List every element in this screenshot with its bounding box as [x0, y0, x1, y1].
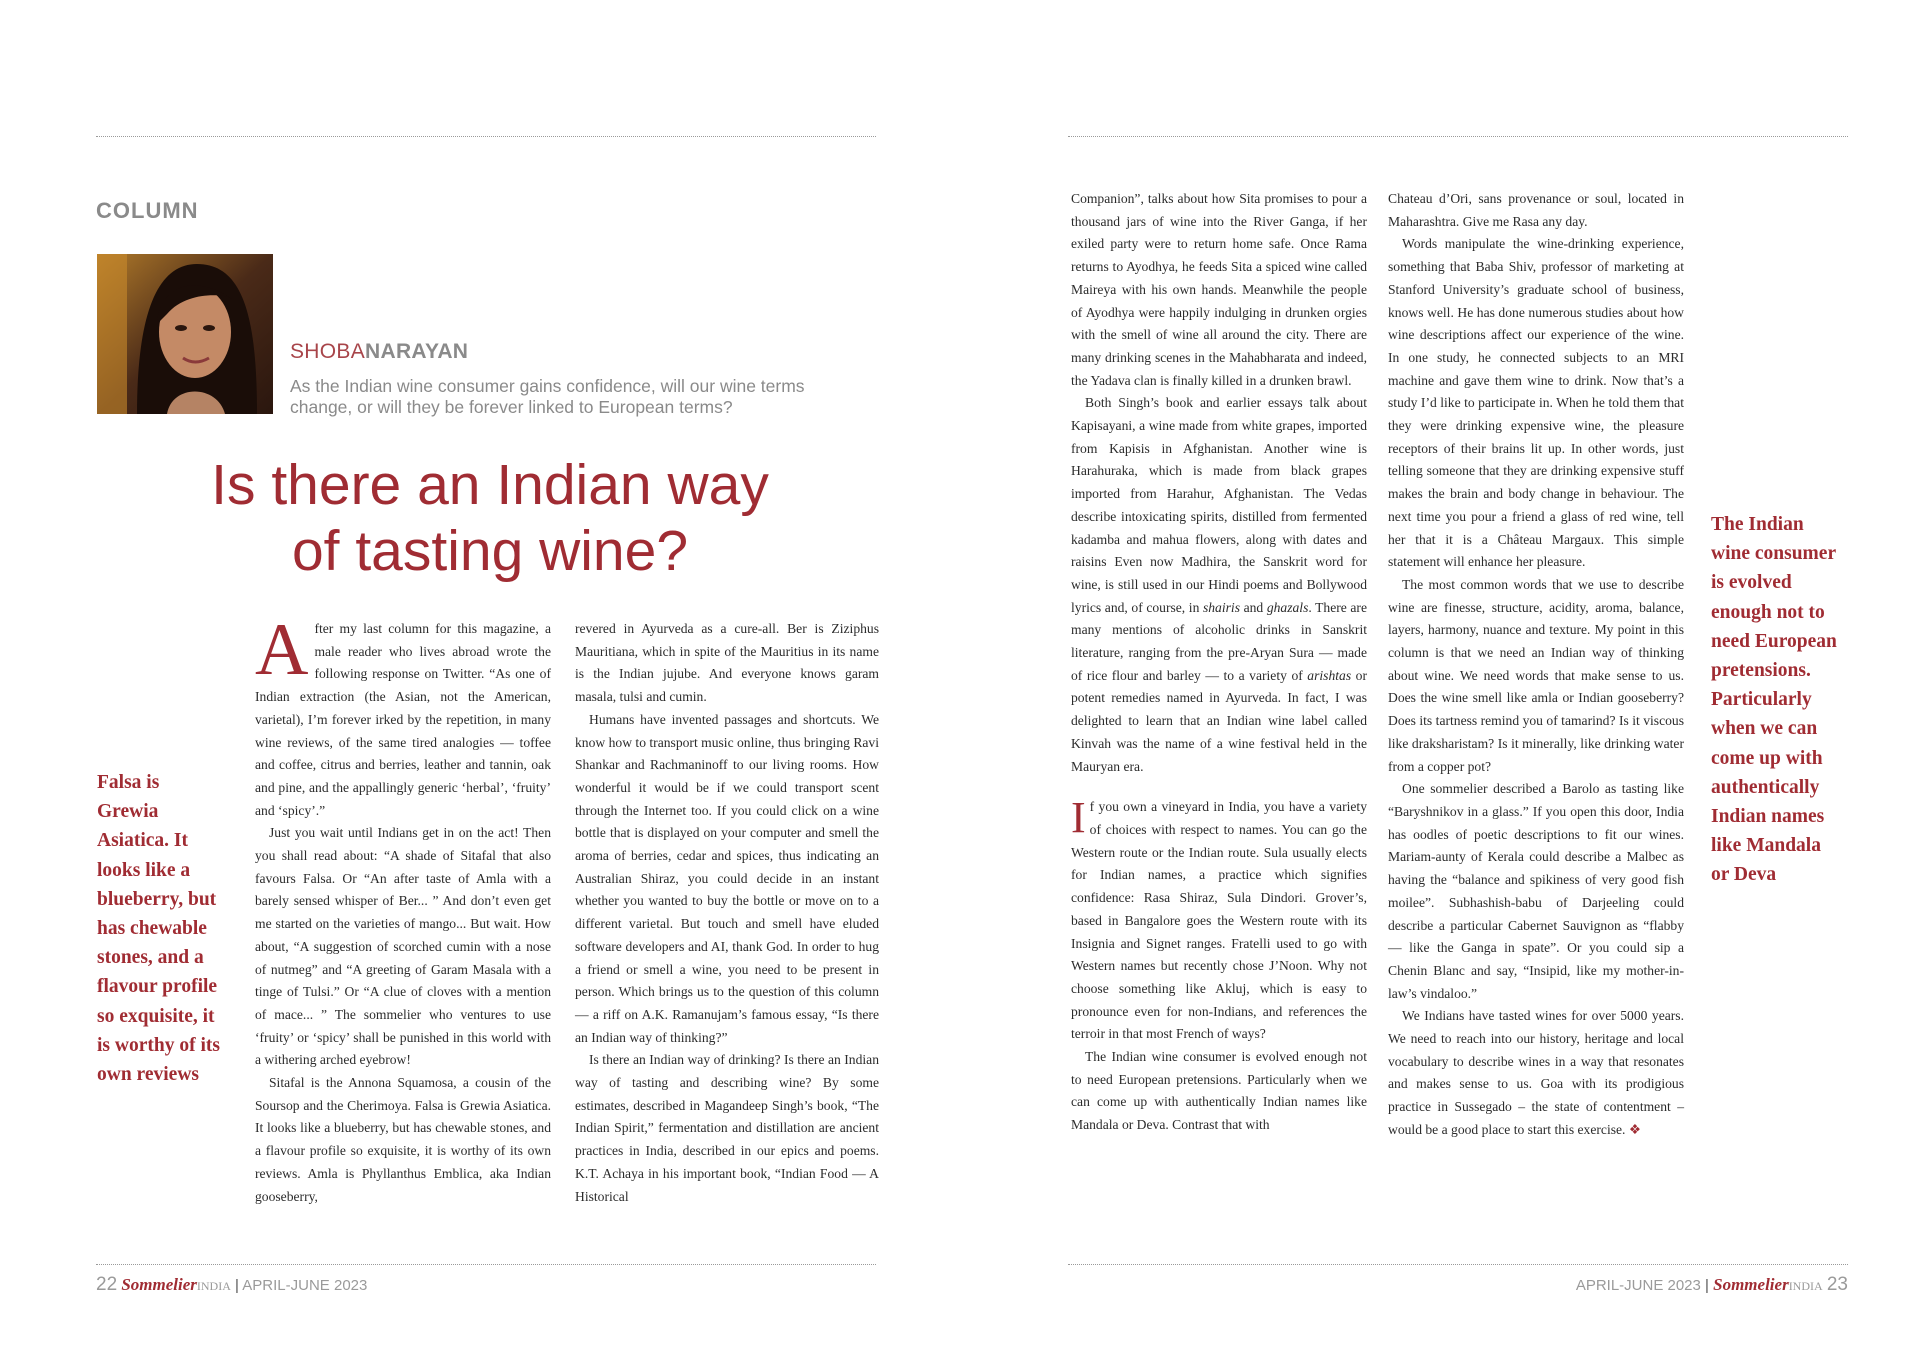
pullquote-line: own reviews — [97, 1064, 200, 1086]
paragraph: Sitafal is the Annona Squamosa, a cousin of the Soursop and the Cherimoya. Falsa is Grewia Asiatica. It looks like a blueberry, but has chewable stones, and a flavour profile so exquisite, it is worthy of its own reviews. Amla is Phyllanthus Emblica, aka Indian gooseberry, — [255, 1075, 551, 1204]
end-mark-icon: ❖ — [1628, 1121, 1642, 1137]
pullquote-line: when we can — [1711, 718, 1818, 740]
dropcap: A — [255, 609, 309, 691]
paragraph: Companion”, talks about how Sita promises to pour a thousand jars of wine into the River Ganga, if her exiled party were to return home safe. Once Rama returns to Ayodhya, he feeds Sita a spiced wine called Maireya with his own hands. Meanwhile the people of Ayodhya were happily indulging in drunken orgies with the smell of wine all around the city. There are many drinking scenes in the Mahabharata and indeed, the Yadava clan is finally killed in a drunken brawl. — [1071, 191, 1367, 388]
separator: | — [1705, 1277, 1709, 1294]
paragraph: Words manipulate the wine-drinking experience, something that Baba Shiv, professor of marketing at Stanford University’s graduate school of business, knows well. He has done numerous studies about how wine descriptions affect our experience of the wine. In one study, he connected subjects to an MRI machine and gave them wine to drink. Now that’s a study I’d like to participate in. When he told them that they were drinking expensive wine, the pleasure receptors of their brains lit up. In other words, just telling someone that they are drinking expensive stuff makes the brain and body change in behaviour. The next time you pour a friend a glass of red wine, tell her that it is a Château Margaux. This simple statement will enhance her pleasure. — [1388, 236, 1684, 570]
paragraph: Both Singh’s book and earlier essays talk about Kapisayani, a wine made from white grapes, imported from Kapisis in Afghanistan. Another wine is Harahuraka, which is made from black grapes imported from Harahur, Afghanistan. The Vedas describe intoxicating spirits, distilled from fermented kadamba and mahua flowers, along with dates and raisins Even now Madhira, the Sanskrit word for wine, is still used in our Hindi poems and Bollywood lyrics and, of course, in shairis and ghazals. There are many mentions of alcoholic drinks in Sanskrit literature, ranging from the pre-Aryan Sura — made of rice flour and barley — to a variety of arishtas or potent remedies named in Ayurveda. In fact, I was delighted to learn that an Indian wine label called Kinvah was the name of a wine festival held in the Mauryan era. — [1071, 395, 1367, 774]
pullquote-right — [1711, 510, 1881, 890]
paragraph: The most common words that we use to describe wine are finesse, structure, acidity, aroma, balance, layers, harmony, nuance and texture. My point in this column is that we need an Indian way of thinking about wine. We need words that make sense to us. Does the wine smell like amla or Indian gooseberry? Does its tartness remind you of tamarind? Is it viscous like draksharistam? Is it minerally, like drinking water from a copper pot? — [1388, 576, 1684, 774]
paragraph: Is there an Indian way of drinking? Is there an Indian way of tasting and describing wine? By some estimates, described in Magandeep Singh’s book, “The Indian Spirit,” fermentation and distillation are ancient practices in India, described in our epics and poems. K.T. Achaya in his important book, “Indian Food — A Historical — [575, 1052, 879, 1204]
pullquote-line: authentically — [1711, 776, 1820, 798]
article-column-1 — [255, 609, 551, 1208]
author-photo — [97, 254, 273, 414]
separator: | — [235, 1277, 239, 1294]
article-column-2 — [575, 618, 879, 1208]
article-column-4 — [1388, 188, 1684, 1142]
pullquote-line: flavour profile — [97, 976, 218, 998]
pullquote-line: is evolved — [1711, 572, 1792, 594]
headline — [190, 452, 790, 584]
issue-date: APRIL-JUNE 2023 — [242, 1277, 368, 1294]
pullquote-line: Indian names — [1711, 806, 1825, 828]
page-number-right: 23 — [1826, 1274, 1848, 1295]
brand-name: Sommelier — [1713, 1275, 1789, 1294]
paragraph: Chateau d’Ori, sans provenance or soul, located in Maharashtra. Give me Rasa any day. — [1388, 191, 1684, 229]
paragraph: If you own a vineyard in India, you have a variety of choices with respect to names. You can go the Western route or the Indian route. Sula usually elects for Indian names, a practice which signifies confidence: Rasa Shiraz, Sula Dindori. Grover’s, based in Bangalore goes the Western route with its Insignia and Signet ranges. Fratelli used to go with Western names but recently chose J’Noon. Why not choose something like Akluj, which is easy to pronounce even for non-Indians, and references the terroir in that most French of ways? — [1071, 793, 1367, 1042]
paragraph: Just you wait until Indians get in on the act! Then you shall read about: “A shade of Sitafal that also favours Falsa. Or “An after taste of Amla with a barely sensed whisper of Ber... ” And don’t even get me started on the varieties of mango... But wait. How about, “A suggestion of scorched cumin with a nose of nutmeg” and “A greeting of Garam Masala with a tinge of Tulsi.” Or “A clue of cloves with a mention of mace... ” The sommelier who ventures to use ‘fruity’ or ‘spicy’ shall be punished in this world with a withering arched eyebrow! — [255, 825, 551, 1068]
headline-line-2: of tasting wine? — [291, 519, 689, 583]
page-number-left: 22 — [96, 1274, 118, 1295]
pullquote-line: enough not to — [1711, 601, 1825, 623]
brand-suffix: INDIA — [196, 1279, 231, 1293]
pullquote-line: like Mandala — [1711, 835, 1821, 857]
paragraph: The Indian wine consumer is evolved enough not to need European pretensions. Particularly when we can come up with authentically Indian names like Mandala or Deva. Contrast that with — [1071, 1049, 1367, 1133]
bottom-rule-right — [1068, 1264, 1848, 1265]
article-column-3 — [1071, 188, 1367, 1137]
pullquote-line: wine consumer — [1711, 543, 1837, 565]
pullquote-line: blueberry, but — [97, 888, 217, 910]
pullquote-line: Falsa is — [97, 772, 160, 793]
pullquote-line: Particularly — [1711, 689, 1812, 711]
pullquote-line: Grewia — [97, 801, 159, 823]
pullquote-line: come up with — [1711, 747, 1823, 769]
pullquote-line: so exquisite, it — [97, 1005, 215, 1027]
brand-name: Sommelier — [121, 1275, 197, 1294]
author-byline — [290, 340, 468, 364]
author-first-name: SHOBA — [290, 340, 366, 363]
author-last-name: NARAYAN — [365, 340, 469, 363]
paragraph: Humans have invented passages and shortcuts. We know how to transport music online, thus bringing Ravi Shankar and Rachmaninoff to our living rooms. How wonderful it would be if we could transport scent through the Internet too. If you could click on a wine bottle that is displayed on your computer and smell the aroma of berries, cedar and spices, thus indicating an Australian Shiraz, you could decide in an instant whether you wanted to buy the bottle or move on to a different varietal. But touch and smell have eluded software developers and AI, thank God. In order to hug a friend or smell a wine, you need to be present in person. Which brings us to the question of this column — a riff on A.K. Ramanujam’s famous essay, “Is there an Indian way of thinking?” — [575, 711, 879, 1045]
pullquote-line: need European — [1711, 630, 1837, 652]
pullquote-line: has chewable — [97, 918, 207, 940]
brand-suffix: INDIA — [1788, 1279, 1823, 1293]
headline-line-1: Is there an Indian way — [211, 453, 769, 517]
top-rule-right — [1068, 136, 1848, 137]
pullquote-line: or Deva — [1711, 864, 1777, 886]
paragraph: We Indians have tasted wines for over 5000 years. We need to reach into our history, heritage and local vocabulary to describe wines in a way that resonates and makes sense to us. Goa with its prodigious practice in Sussegado – the state of contentment – would be a good place to start this exercise. ❖ — [1388, 1008, 1684, 1137]
paragraph: revered in Ayurveda as a cure-all. Ber is Ziziphus Mauritiana, which in spite of the Mauritius in its name is the Indian jujube. And everyone knows garam masala, tulsi and cumin. — [575, 621, 879, 705]
pullquote-line: is worthy of its — [97, 1034, 220, 1056]
pullquote-left — [97, 768, 247, 1089]
pullquote-line: stones, and a — [97, 947, 204, 969]
standfirst: As the Indian wine consumer gains confidence, will our wine terms change, or will they be forever linked to European terms? — [290, 376, 805, 417]
pullquote-line: The Indian — [1711, 514, 1804, 535]
folio-left — [96, 1274, 367, 1296]
author-portrait-icon — [97, 254, 273, 414]
bottom-rule-left — [96, 1264, 876, 1265]
dropcap: I — [1071, 793, 1086, 843]
section-label: COLUMN — [96, 198, 199, 223]
pullquote-line: pretensions. — [1711, 660, 1811, 682]
issue-date: APRIL-JUNE 2023 — [1575, 1277, 1701, 1294]
paragraph: After my last column for this magazine, a male reader who lives abroad wrote the following response on Twitter. “As one of Indian extraction (the Asian, not the American, varietal), I’m forever irked by the repetition, in many wine reviews, of the same tired analogies — toffee and coffee, citrus and berries, leather and tannin, oak and pine, and the appallingly generic ‘herbal’, ‘fruity’ and ‘spicy’.” — [255, 609, 551, 818]
pullquote-line: Asiatica. It — [97, 830, 188, 852]
paragraph: One sommelier described a Barolo as tasting like “Baryshnikov in a glass.” If you open this door, India has oodles of poetic descriptions to fit our wines. Mariam-aunty of Kerala could describe a Malbec as having the “balance and spikiness of very good fish moilee”. Subhashish-babu of Darjeeling could describe a particular Cabernet Sauvignon as “flabby — like the Ganga in spate”. Or you could sip a Chenin Blanc and say, “Insipid, like my mother-in-law’s vindaloo.” — [1388, 781, 1684, 1001]
pullquote-line: looks like a — [97, 859, 191, 881]
folio-right — [1576, 1274, 1848, 1296]
top-rule-left — [96, 136, 876, 137]
